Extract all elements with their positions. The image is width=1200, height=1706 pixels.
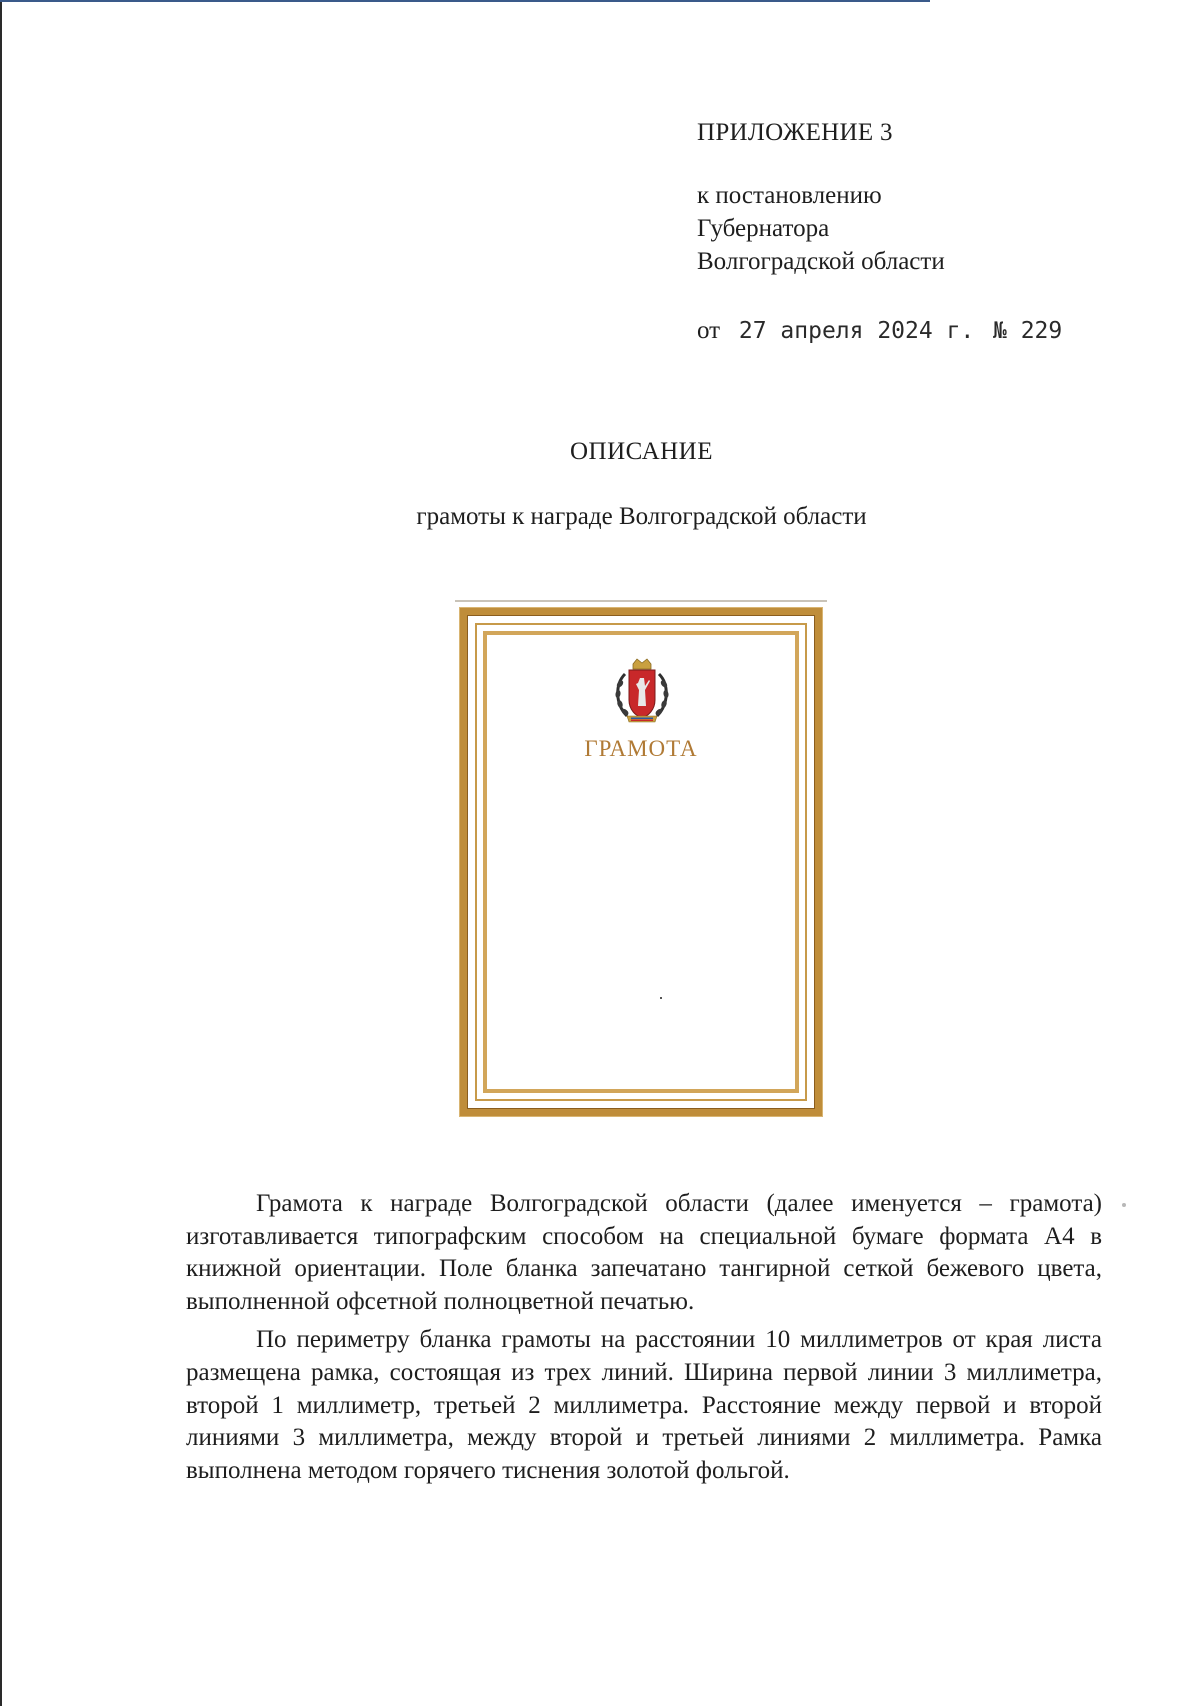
appendix-title: ПРИЛОЖЕНИЕ 3 bbox=[697, 119, 893, 146]
resolution-number: № 229 bbox=[993, 318, 1063, 344]
document-title: ОПИСАНИЕ bbox=[569, 438, 714, 465]
resolution-dateline bbox=[697, 314, 1062, 348]
appendix-line-governor: Губернатора bbox=[697, 215, 830, 242]
volgograd-coat-of-arms-icon bbox=[611, 656, 673, 726]
description-body bbox=[186, 1188, 1102, 1493]
appendix-block bbox=[697, 116, 945, 278]
scan-edge bbox=[0, 0, 2, 1706]
date-prefix: от bbox=[697, 317, 721, 344]
resolution-date: 27 апреля 2024 г. bbox=[738, 318, 975, 344]
description-paragraph-format: Грамота к награде Волгоградской области (далее именуется – грамота) изготавливается типографским способом на специальной бумаге формата А4 в книжной ориентации. Поле бланка запечатано тангирной сеткой бежевого цвета, выполненной офсетной полноцветной печатью. bbox=[186, 1190, 1102, 1315]
certificate-label: ГРАМОТА bbox=[584, 736, 698, 761]
scan-speck bbox=[1122, 1203, 1126, 1207]
certificate-illustration bbox=[456, 604, 826, 1120]
description-paragraph-frame: По периметру бланка грамоты на расстоянии 10 миллиметров от края листа размещена рамка, состоящая из трех линий. Ширина первой линии 3 миллиметра, второй 1 миллиметр, третьей 2 миллиметра. Расстояние между первой и второй линиями 3 миллиметра, между второй и третьей линиями 2 миллиметра. Рамка выполнена методом горячего тиснения золотой фольгой. bbox=[186, 1326, 1102, 1484]
scan-edge-top bbox=[0, 0, 930, 2]
scan-speck bbox=[660, 997, 662, 999]
document-subtitle: грамоты к награде Волгоградской области bbox=[416, 503, 867, 530]
appendix-line-resolution: к постановлению bbox=[697, 182, 882, 209]
certificate-scan-edge bbox=[455, 600, 827, 602]
appendix-line-region: Волгоградской области bbox=[697, 248, 945, 275]
